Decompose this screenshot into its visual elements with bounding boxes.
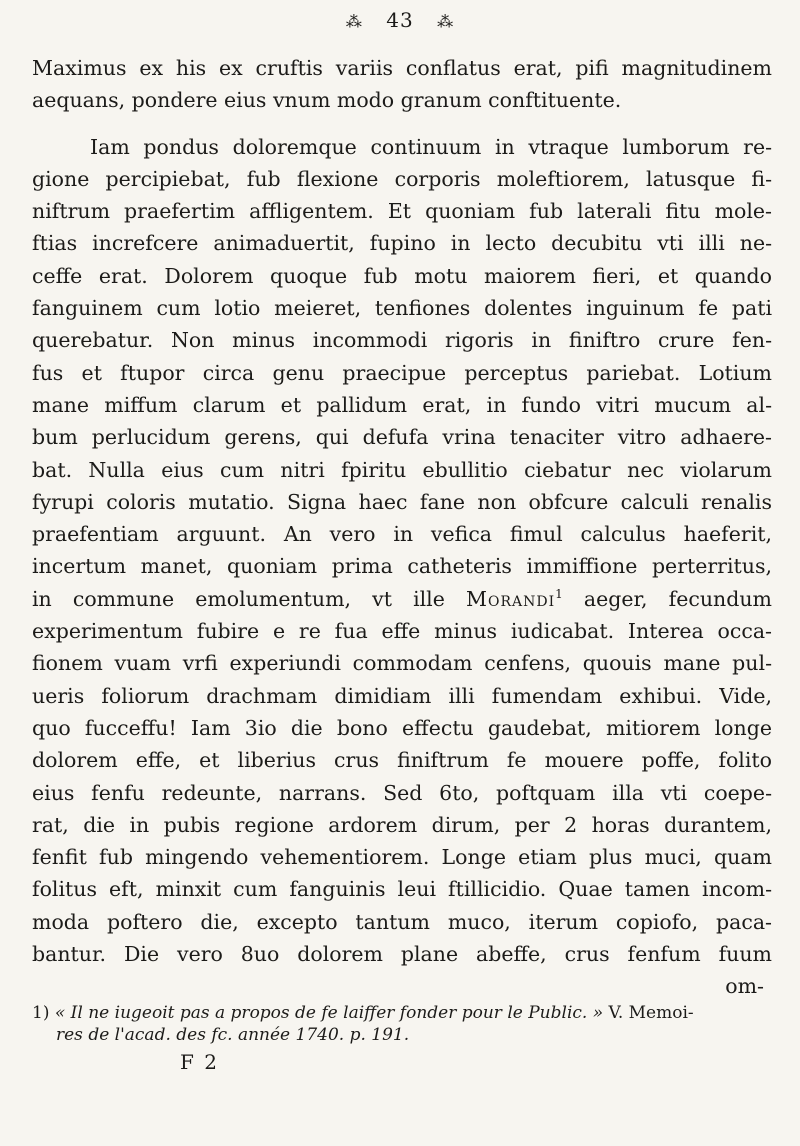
text-line: querebatur. Non minus incommodi rigoris in finiftro crure fen-: [32, 328, 772, 353]
text-line: ceffe erat. Dolorem quoque fub motu maiorem fieri, et quando: [32, 263, 772, 288]
text-fragment: in commune emolumentum, vt ille: [32, 586, 466, 611]
text-line: [32, 583, 772, 615]
footnote: [32, 1002, 772, 1046]
text-line: Maximus ex his ex cruftis variis conflatus erat, pifi magnitudinem: [32, 56, 772, 80]
text-line: dolorem effe, et liberius crus finiftrum fe mouere poffe, folito: [32, 748, 772, 773]
text-line: bat. Nulla eius cum nitri fpiritu ebullitio ciebatur nec violarum: [32, 457, 772, 482]
text-line: aequans, pondere eius vnum modo granum conftituente.: [32, 88, 622, 113]
signature-mark: F 2: [180, 1050, 219, 1074]
footnote-marker: 1: [555, 586, 563, 601]
text-line: eius fenfu redeunte, narrans. Sed 6to, poftquam illa vti coepe-: [32, 780, 772, 805]
catchword: om-: [725, 974, 764, 999]
text-line: moda poftero die, excepto tantum muco, iterum copiofo, paca-: [32, 909, 772, 934]
text-line: praefentiam arguunt. An vero in vefica fimul calculus haeferit,: [32, 522, 772, 547]
text-fragment: aeger, fecundum: [562, 586, 772, 611]
text-line: ueris foliorum drachmam dimidiam illi fumendam exhibui. Vide,: [32, 683, 772, 708]
text-line: incertum manet, quoniam prima catheteris immiffione perterritus,: [32, 554, 772, 579]
ornament-left-icon: ⁂: [345, 12, 363, 31]
text-line: fus et ftupor circa genu praecipue perceptus pariebat. Lotium: [32, 360, 772, 385]
text-line: bantur. Die vero 8uo dolorem plane abeffe, crus fenfum fuum: [32, 942, 772, 967]
footnote-reference: V. Memoi-: [608, 1003, 694, 1023]
text-line: quo fucceffu! Iam 3io die bono effectu gaudebat, mitiorem longe: [32, 715, 772, 740]
text-line: folitus eft, minxit cum fanguinis leui ftillicidio. Quae tamen incom-: [32, 877, 772, 902]
author-name: Morandi: [465, 586, 556, 611]
text-line: ftias increfcere animaduertit, fupino in lecto decubitu vti illi ne-: [32, 231, 772, 256]
text-line: fyrupi coloris mutatio. Signa haec fane non obfcure calculi renalis: [32, 489, 772, 514]
text-line: experimentum fubire e re fua effe minus iudicabat. Interea occa-: [32, 619, 772, 644]
text-line: fionem vuam vrfi experiundi commodam cenfens, quouis mane pul-: [32, 651, 772, 676]
main-text: [32, 52, 772, 1003]
text-line: rat, die in pubis regione ardorem dirum, per 2 horas durantem,: [32, 812, 772, 837]
footnote-reference-cont: res de l'acad. des fc. année 1740. p. 191.: [56, 1025, 410, 1045]
text-line: fenfit fub mingendo vehementiorem. Longe etiam plus muci, quam: [32, 845, 772, 870]
text-line: Iam pondus doloremque continuum in vtraque lumborum re-: [90, 134, 772, 159]
page-header: [0, 8, 800, 32]
text-line: bum perlucidum gerens, qui defufa vrina tenaciter vitro adhaere-: [32, 425, 772, 450]
page-number: 43: [386, 8, 414, 32]
text-line: fanguinem cum lotio meieret, tenfiones dolentes inguinum fe pati: [32, 296, 772, 321]
footnote-mark: 1): [32, 1003, 50, 1023]
text-line: gione percipiebat, fub flexione corporis moleftiorem, latusque fi-: [32, 166, 772, 191]
text-line: niftrum praefertim affligentem. Et quoniam fub laterali fitu mole-: [32, 199, 772, 224]
footnote-text: « Il ne iugeoit pas a propos de fe laiffer fonder pour le Public. »: [54, 1003, 604, 1023]
text-line: mane miffum clarum et pallidum erat, in fundo vitri mucum al-: [32, 392, 772, 417]
ornament-right-icon: ⁂: [437, 12, 455, 31]
